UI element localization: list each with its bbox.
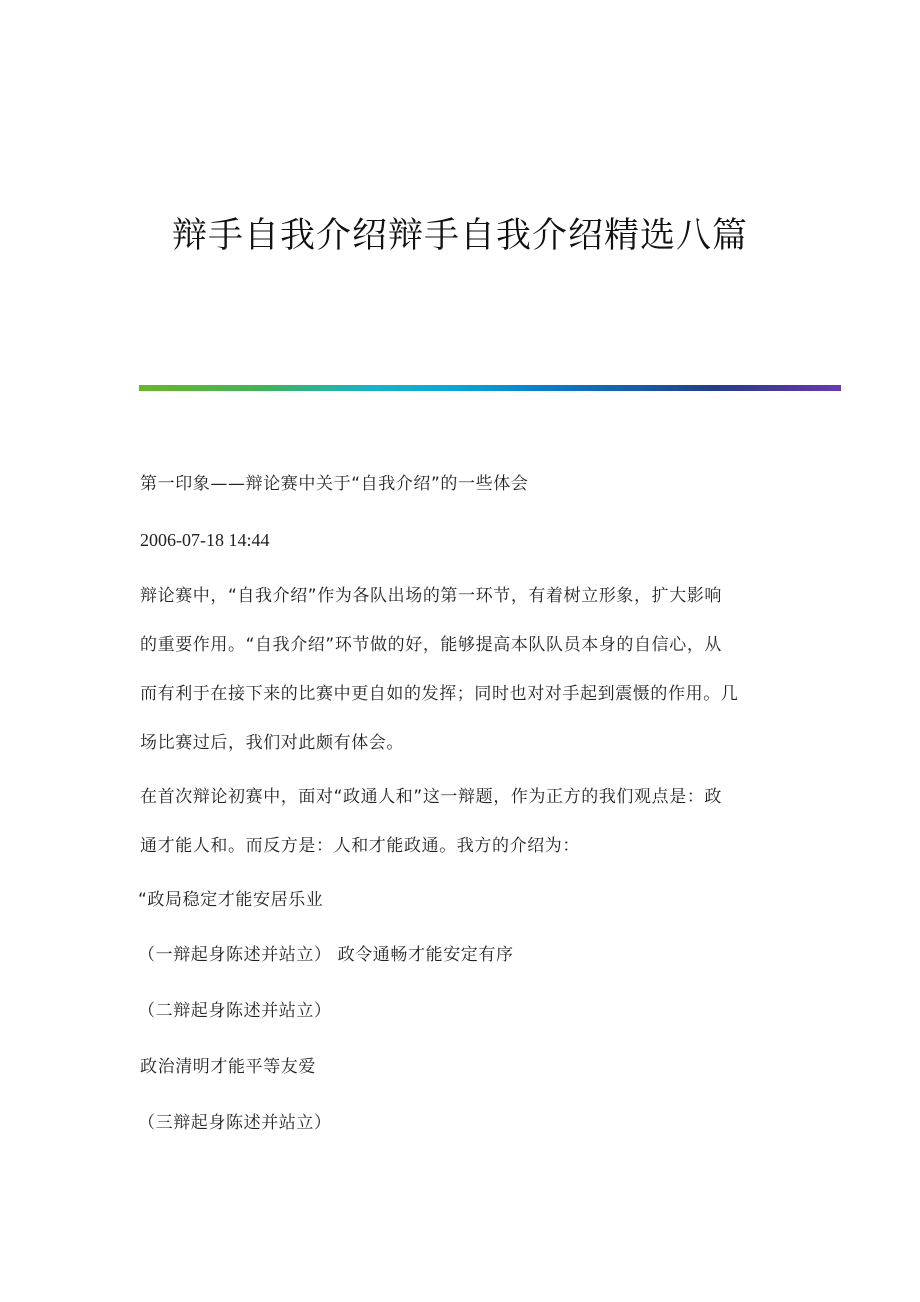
article-date: 2006-07-18 14:44 bbox=[140, 530, 270, 550]
paragraph-line: 场比赛过后，我们对此颇有体会。 bbox=[140, 733, 404, 753]
paragraph-line: 通才能人和。而反方是：人和才能政通。我方的介绍为： bbox=[140, 836, 580, 856]
document-title: 辩手自我介绍辩手自我介绍精选八篇 bbox=[171, 216, 748, 257]
paragraph-line: 而有利于在接下来的比赛中更自如的发挥；同时也对对手起到震慑的作用。几 bbox=[140, 684, 739, 704]
intro-line: （二辩起身陈述并站立） bbox=[138, 1001, 332, 1021]
paragraph-line: 的重要作用。“自我介绍”环节做的好，能够提高本队队员本身的自信心，从 bbox=[140, 635, 723, 655]
intro-line: （三辩起身陈述并站立） bbox=[138, 1113, 332, 1133]
paragraph-line: 辩论赛中，“自我介绍”作为各队出场的第一环节，有着树立形象，扩大影响 bbox=[140, 586, 723, 606]
article-subtitle: 第一印象——辩论赛中关于“自我介绍”的一些体会 bbox=[140, 474, 529, 494]
paragraph-line: 在首次辩论初赛中，面对“政通人和”这一辩题，作为正方的我们观点是：政 bbox=[140, 787, 723, 807]
intro-line: 政治清明才能平等友爱 bbox=[140, 1057, 316, 1077]
intro-line: “政局稳定才能安居乐业 bbox=[138, 890, 324, 910]
intro-line: （一辩起身陈述并站立） 政令通畅才能安定有序 bbox=[138, 945, 514, 965]
title-gradient-divider bbox=[139, 385, 841, 391]
